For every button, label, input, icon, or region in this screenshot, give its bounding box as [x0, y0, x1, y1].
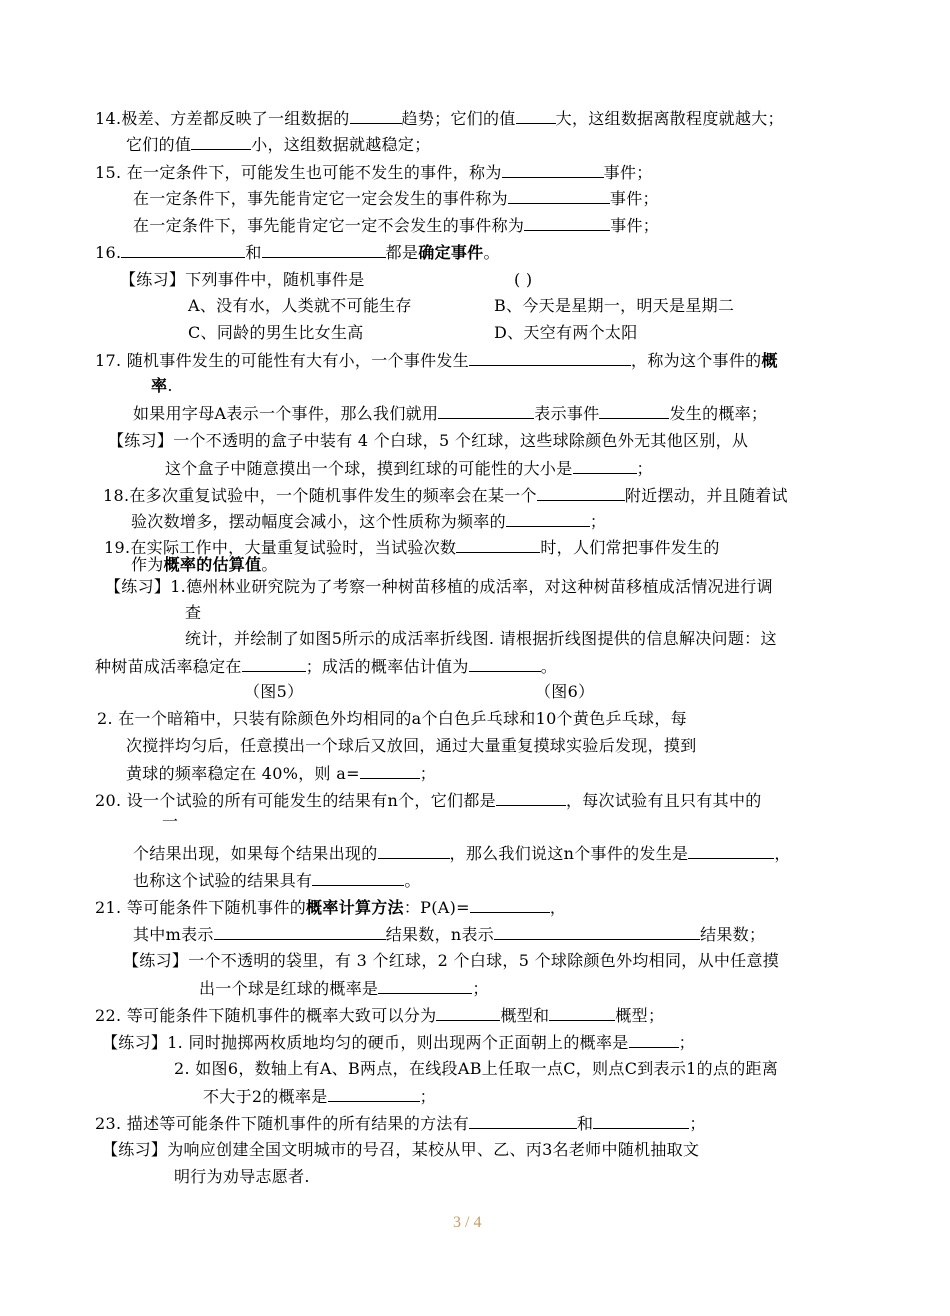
ex22-text: 不大于2的概率是 [203, 1087, 328, 1106]
q21-text: ：P(A)= [403, 898, 470, 917]
q2-line3 [126, 763, 436, 784]
exercise-label: 【练习】 [102, 1033, 168, 1052]
blank[interactable] [456, 537, 540, 553]
ex22-line2: 2. 如图6，数轴上有A、B两点，在线段AB上任取一点C，则点C到表示1的点的距离 [174, 1059, 779, 1078]
q23-text: ； [689, 1114, 706, 1133]
q14-line2 [126, 134, 431, 155]
exercise-label: 【练习】 [102, 1140, 168, 1159]
ex17-line1 [108, 431, 748, 451]
ex16-paren: ( ) [514, 270, 533, 289]
q14-text: 大，这组数据离散程度就越大； [555, 109, 784, 128]
ex19-line4 [95, 656, 557, 677]
q15-text: 15. 在一定条件下，可能发生也可能不发生的事件，称为 [95, 163, 502, 182]
q17-text: 发生的概率； [669, 404, 768, 423]
q18-text: ； [589, 512, 607, 531]
blank[interactable] [549, 1005, 615, 1021]
q20-text: 。 [404, 871, 421, 890]
q16-text: 和 [245, 243, 262, 262]
q23-text: 和 [577, 1114, 594, 1133]
blank[interactable] [573, 458, 637, 474]
blank[interactable] [214, 924, 386, 940]
blank[interactable] [599, 403, 669, 419]
q17-text: 17. 随机事件发生的可能性有大有小，一个事件发生 [95, 351, 470, 370]
ex22-line3 [203, 1086, 436, 1107]
blank[interactable] [516, 108, 556, 124]
figure-5-caption: （图5） [244, 682, 304, 701]
q20-text: 20. 设一个试验的所有可能发生的结果有n个，它们都是 [95, 791, 496, 810]
q20-text: 个结果出现，如果每个结果出现的 [133, 844, 378, 863]
ex19-line3: 统计，并绘制了如图5所示的成活率折线图. 请根据折线图提供的信息解决问题：这 [185, 629, 777, 648]
blank[interactable] [506, 511, 590, 527]
q16-text: 都是 [385, 243, 419, 262]
q17-bold: 概 [761, 351, 778, 370]
ex17-text: 一个不透明的盒子中装有 4 个白球，5 个红球，这些球除颜色外无其他区别，从 [173, 431, 749, 450]
q2-text: 黄球的频率稳定在 40%，则 a= [126, 764, 360, 783]
ex22-text: 1. 同时抛掷两枚质地均匀的硬币，则出现两个正面朝上的概率是 [167, 1033, 629, 1052]
ex19-text: 1.德州林业研究院为了考察一种树苗移植的成活率，对这种树苗移植成活情况进行调 [170, 577, 773, 596]
blank[interactable] [312, 870, 404, 886]
exercise-label: 【练习】 [108, 431, 174, 450]
q15-text: 事件； [603, 163, 653, 182]
q18-text: 验次数增多，摆动幅度会减小，这个性质称为频率的 [131, 512, 506, 531]
blank[interactable] [537, 485, 625, 501]
ex23-line1 [102, 1140, 699, 1160]
ex16-option-c: C、同龄的男生比女生高 [188, 323, 364, 342]
q20-line3 [133, 870, 421, 891]
blank[interactable] [629, 1032, 679, 1048]
blank[interactable] [469, 656, 541, 672]
q17-text: 表示事件 [534, 404, 600, 423]
q16-text: 16. [95, 243, 122, 262]
ex17-line2 [165, 458, 653, 479]
q20-text: ，每次试验有且只有其中的 [565, 791, 762, 810]
q19-bold: 概率的估算值 [163, 555, 262, 574]
q15-line2 [133, 188, 659, 209]
q20-line2 [133, 843, 791, 864]
q22-line [95, 1005, 664, 1026]
q21-text: 21. 等可能条件下随机事件的 [95, 898, 307, 917]
q17-line3 [133, 403, 767, 424]
q18-text: 18.在多次重复试验中，一个随机事件发生的频率会在某一个 [103, 486, 537, 505]
ex17-text: 这个盒子中随意摸出一个球，摸到红球的可能性的大小是 [165, 459, 573, 478]
q16-bold: 确定事件 [418, 243, 484, 262]
q15-line3 [133, 215, 659, 236]
q16-line [95, 242, 500, 263]
ex16-option-b: B、今天是星期一，明天是星期二 [494, 296, 735, 315]
q15-text: 事件； [610, 216, 660, 235]
blank[interactable] [496, 790, 566, 806]
q15-text: 事件； [609, 189, 659, 208]
ex16-option-a: A、没有水，人类就不可能生存 [188, 296, 412, 315]
q14-line1 [95, 108, 784, 129]
ex19-text: 。 [540, 657, 558, 676]
q22-text: 概型； [615, 1006, 665, 1025]
q19-text: 19.在实际工作中，大量重复试验时，当试验次数 [104, 538, 457, 557]
q14-text: 趋势；它们的值 [401, 109, 516, 128]
ex16-text: 下列事件中，随机事件是 [185, 270, 365, 289]
ex22-text: ； [678, 1033, 695, 1052]
ex19-text: ；成活的概率估计值为 [305, 657, 469, 676]
ex19-line1 [105, 577, 773, 597]
figure-6-caption: （图6） [535, 682, 595, 701]
q20-line1b: 一 [162, 812, 179, 831]
ex17-text: ； [636, 459, 653, 478]
ex21-text: ； [472, 979, 489, 998]
q17-line2 [151, 376, 173, 396]
q16-text: 。 [483, 243, 500, 262]
ex19-text: 种树苗成活率稳定在 [95, 657, 242, 676]
q15-text: 在一定条件下，事先能肯定它一定不会发生的事件称为 [133, 216, 525, 235]
q20-text: 也称这个试验的结果具有 [133, 871, 313, 890]
q21-text: ， [549, 898, 567, 917]
q19-text: 作为 [131, 555, 164, 574]
blank[interactable] [494, 924, 700, 940]
q17-line1 [95, 350, 778, 371]
blank[interactable] [470, 897, 550, 913]
q18-text: 附近摆动，并且随着试 [624, 486, 788, 505]
q22-text: 22. 等可能条件下随机事件的概率大致可以分为 [95, 1006, 437, 1025]
blank[interactable] [242, 656, 306, 672]
q20-text: ，那么我们说这n个事件的发生是 [449, 844, 689, 863]
ex22-text: ； [419, 1087, 436, 1106]
blank[interactable] [436, 1005, 500, 1021]
q19-line2 [131, 555, 278, 575]
blank[interactable] [360, 763, 420, 779]
blank[interactable] [438, 403, 534, 419]
ex19-line2: 查 [185, 603, 202, 622]
q21-line1 [95, 897, 566, 918]
blank[interactable] [469, 1113, 577, 1129]
blank[interactable] [378, 843, 450, 859]
exercise-label: 【练习】 [123, 951, 189, 970]
q15-text: 在一定条件下，事先能肯定它一定会发生的事件称为 [133, 189, 508, 208]
blank[interactable] [502, 162, 604, 178]
blank[interactable] [328, 1086, 420, 1102]
q2-text: ； [419, 764, 437, 783]
blank[interactable] [378, 978, 472, 994]
blank[interactable] [469, 350, 631, 366]
blank[interactable] [121, 242, 245, 258]
q14-text: 它们的值 [126, 135, 192, 154]
q15-line1 [95, 162, 653, 183]
q18-line2 [131, 511, 606, 532]
q18-line1 [103, 485, 788, 506]
q22-text: 概型和 [500, 1006, 550, 1025]
ex16-option-d: D、天空有两个太阳 [494, 323, 638, 342]
blank[interactable] [508, 188, 610, 204]
q17-text: . [167, 376, 173, 395]
q14-text: 14.极差、方差都反映了一组数据的 [95, 109, 350, 128]
blank[interactable] [350, 108, 402, 124]
ex21-text: 出一个球是红球的概率是 [199, 979, 379, 998]
q21-text: 结果数，n表示 [385, 925, 495, 944]
exercise-label: 【练习】 [105, 577, 171, 596]
ex21-line1 [123, 951, 779, 971]
blank[interactable] [191, 134, 251, 150]
page-number: 3 / 4 [453, 1214, 482, 1231]
q17-bold: 率 [151, 376, 168, 395]
ex23-line2: 明行为劝导志愿者. [174, 1167, 310, 1186]
q23-line [95, 1113, 706, 1134]
q23-text: 23. 描述等可能条件下随机事件的所有结果的方法有 [95, 1114, 470, 1133]
ex16-line [120, 270, 365, 290]
blank[interactable] [262, 242, 386, 258]
q19-text: 时，人们常把事件发生的 [540, 538, 720, 557]
q17-text: ，称为这个事件的 [631, 351, 762, 370]
q19-text: 。 [261, 555, 278, 574]
ex21-line2 [199, 978, 489, 999]
q20-line1 [95, 790, 762, 811]
blank[interactable] [524, 215, 610, 231]
exercise-label: 【练习】 [120, 270, 186, 289]
q2-line1: 2. 在一个暗箱中，只装有除颜色外均相同的a个白色乒乓球和10个黄色乒乓球，每 [97, 709, 687, 728]
q14-text: 小，这组数据就越稳定； [251, 135, 431, 154]
q17-text: 如果用字母A表示一个事件，那么我们就用 [133, 404, 439, 423]
q21-text: 结果数； [700, 925, 766, 944]
ex21-text: 一个不透明的袋里，有 3 个红球，2 个白球，5 个球除颜色外均相同，从中任意摸 [188, 951, 780, 970]
q21-line2 [133, 924, 765, 945]
q21-bold: 概率计算方法 [306, 898, 404, 917]
ex22-line1 [102, 1032, 695, 1053]
ex23-text: 为响应创建全国文明城市的号召，某校从甲、乙、丙3名老师中随机抽取文 [167, 1140, 700, 1159]
blank[interactable] [688, 843, 774, 859]
q2-line2: 次搅拌均匀后，任意摸出一个球后又放回，通过大量重复摸球实验后发现，摸到 [126, 736, 697, 755]
q20-text: ， [774, 844, 791, 863]
q21-text: 其中m表示 [133, 925, 214, 944]
blank[interactable] [593, 1113, 689, 1129]
